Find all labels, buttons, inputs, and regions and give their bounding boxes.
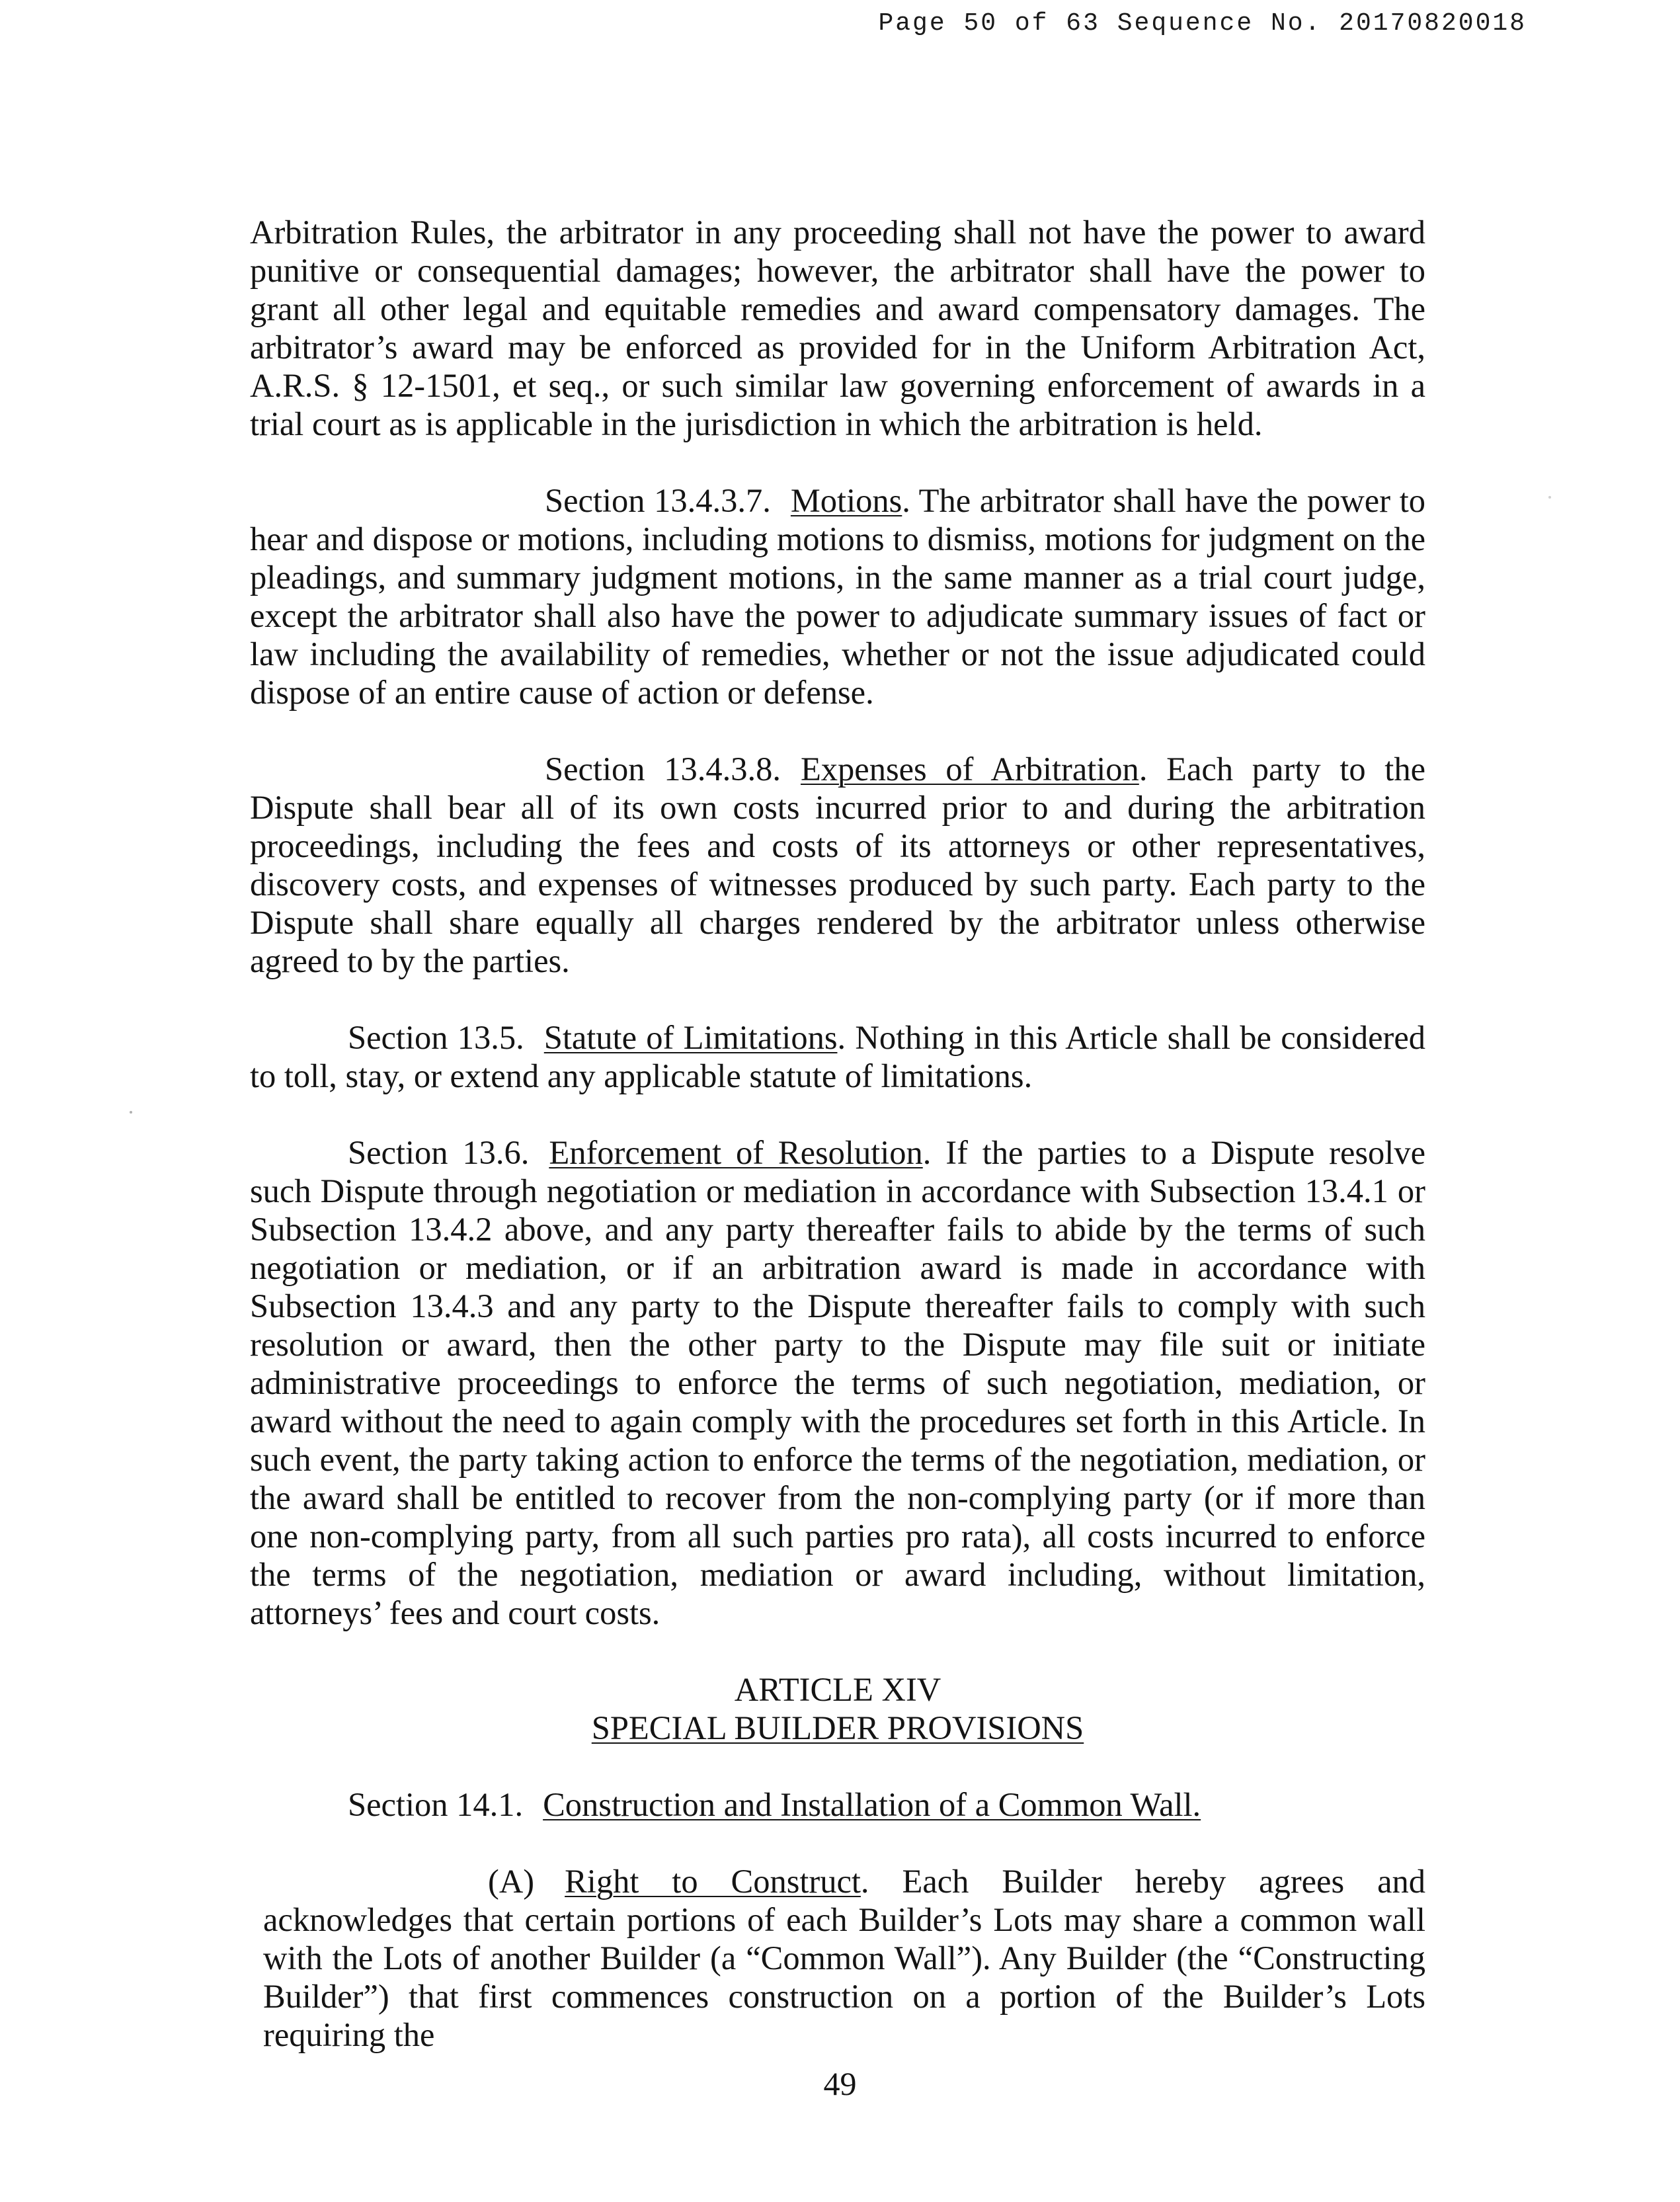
section-14-1-heading — [250, 1785, 1425, 1824]
section-number: Section 13.4.3.7. — [545, 482, 771, 519]
page-number: 49 — [823, 2065, 857, 2102]
section-13-4-3-7 — [250, 481, 1425, 712]
section-title: Expenses of Arbitration — [800, 751, 1139, 788]
subsection-a-right-to-construct — [250, 1862, 1425, 2054]
section-number: Section 13.4.3.8. — [545, 751, 781, 788]
subsection-text: . Each Builder hereby agrees and acknowledges that certain portions of each Builder’s Lots may share a common wall with the Lots of another Builder (a “Common Wall”). Any Builder (the “Constructing Builder”) that first commences construction on a portion of the Builder’s Lots requiring the — [263, 1863, 1425, 2053]
section-title: Statute of Limitations — [543, 1019, 838, 1056]
section-text: . The arbitrator shall have the power to hear and dispose or motions, including motions to dismiss, motions for judgment on the pleadings, and summary judgment motions, in the same manner as a trial court judge, except the arbitrator shall also have the power to adjudicate summary issues of fact or law including the availability of remedies, whether or not the issue adjudicated could dispose of an entire cause of action or defense. — [250, 482, 1425, 711]
section-number: Section 13.6. — [348, 1134, 530, 1171]
section-number: Section 13.5. — [348, 1019, 524, 1056]
section-title: Construction and Installation of a Common Wall. — [543, 1786, 1201, 1823]
section-title: Enforcement of Resolution — [549, 1134, 923, 1171]
scan-speck — [1548, 496, 1551, 499]
section-text: . Nothing in this Article shall be considered to toll, stay, or extend any applicable statute of limitations. — [250, 1019, 1425, 1094]
document-body — [250, 213, 1425, 2092]
article-number: ARTICLE XIV — [734, 1671, 941, 1708]
section-number: Section 14.1. — [348, 1786, 524, 1823]
section-13-4-3-8 — [250, 750, 1425, 980]
subsection-title: Right to Construct — [565, 1863, 861, 1900]
page-sequence-header: Page 50 of 63 Sequence No. 20170820018 — [878, 9, 1527, 38]
subsection-label: (A) — [488, 1863, 535, 1900]
paragraph-arbitration-rules: Arbitration Rules, the arbitrator in any proceeding shall not have the power to award punitive or consequential damages; however, the arbitrator shall have the power to grant all other legal and equitable remedies and award compensatory damages. The arbitrator’s award may be enforced as provided for in the Uniform Arbitration Act, A.R.S. § 12-1501, et seq., or such similar law governing enforcement of awards in a trial court as is applicable in the jurisdiction in which the arbitration is held. — [250, 214, 1425, 442]
section-title: Motions — [790, 482, 902, 519]
section-text: . If the parties to a Dispute resolve such Dispute through negotiation or mediation in accordance with Subsection 13.4.1 or Subsection 13.4.2 above, and any party thereafter fails to abide by the terms of such negotiation or mediation, or if an arbitration award is made in accordance with Subsection 13.4.3 and any party to the Dispute thereafter fails to comply with such resolution or award, then the other party to the Dispute may file suit or initiate administrative proceedings to enforce the terms of such negotiation, mediation, or award without the need to again comply with the procedures set forth in this Article. In such event, the party taking action to enforce the terms of the negotiation, mediation, or the award shall be entitled to recover from the non-complying party (or if more than one non-complying party, from all such parties pro rata), all costs incurred to enforce the terms of the negotiation, mediation or award including, without limitation, attorneys’ fees and court costs. — [250, 1134, 1425, 1631]
article-title: SPECIAL BUILDER PROVISIONS — [591, 1709, 1084, 1746]
article-heading — [250, 1670, 1425, 1747]
scan-speck — [130, 1111, 132, 1114]
section-13-5 — [250, 1018, 1425, 1095]
section-13-6 — [250, 1133, 1425, 1632]
section-text: . Each party to the Dispute shall bear all of its own costs incurred prior to and during the arbitration proceedings, including the fees and costs of its attorneys or other representatives, discovery costs, and expenses of witnesses produced by such party. Each party to the Dispute shall share equally all charges rendered by the arbitrator unless otherwise agreed to by the parties. — [250, 751, 1425, 979]
